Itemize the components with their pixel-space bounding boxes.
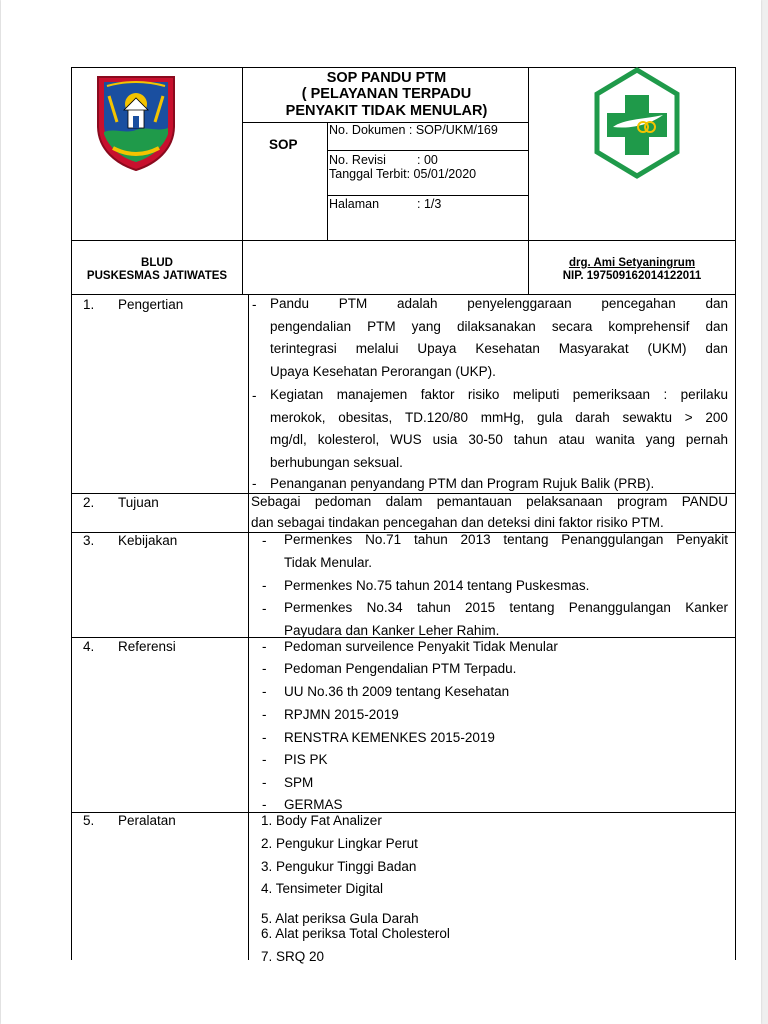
word: mg/dl, [270,432,307,447]
word: pencegahan [601,296,676,311]
section-3-number: 3. [83,533,95,548]
s1-p1-row-3 [270,338,728,361]
word: Permenkes [284,532,353,547]
word: tahun [413,532,448,547]
word: obesitas, [338,409,393,425]
doc-number-divider [327,150,528,151]
word: 200 [705,409,728,425]
word: pedoman [314,494,372,509]
header-divider [71,240,736,241]
word: Payudara dan Kanker Leher Rahim. [284,622,500,638]
word: perilaku [680,387,728,402]
word: Penyakit [676,532,728,547]
word: Penanggulangan [561,532,664,547]
s5-item-2: 2. Pengukur Lingkar Perut [261,836,418,851]
word: melalui [355,341,399,356]
word: WUS [390,432,422,447]
section-3-label: Kebijakan [118,533,178,548]
section-5-number: 5. [83,813,95,828]
document-title-line-3: PENYAKIT TIDAK MENULAR) [285,103,488,119]
word: > [684,409,693,425]
word: PTM [367,318,396,334]
signer-nip: NIP. 197509162014122011 [562,270,702,282]
s1-paragraph-1 [270,293,728,383]
word: risiko [467,387,500,402]
word: sewaktu [622,409,673,425]
s4-item-8: GERMAS [284,797,343,812]
word: pemeriksaan [572,387,651,402]
word: program [617,494,668,509]
word: pemantauan [436,494,512,509]
word: : [663,387,668,402]
s3-item-1 [284,529,728,574]
bullet-dash: - [262,533,267,548]
word: penyelenggaraan [467,296,572,311]
section-1-label: Pengertian [118,297,184,312]
section-1-number: 1. [83,297,95,312]
s3-item-2: Permenkes No.75 tahun 2014 tentang Puskesmas. [284,578,590,593]
section-2-number: 2. [83,495,95,510]
word: 2013 [460,532,491,547]
s3-i1-row-2 [284,552,728,575]
word: secara [551,318,593,334]
word: Sebagai [251,494,301,509]
table-border-right [735,67,736,960]
word: Tidak Menular. [284,554,373,570]
section-2-label: Tujuan [118,495,159,510]
word: No.34 [366,600,403,615]
word: tentang [503,532,549,547]
word: faktor [420,387,455,402]
page-label: Halaman [329,197,380,211]
header-col-divider-1 [242,67,243,294]
s1-paragraph-3: Penanganan penyandang PTM dan Program Rujuk Balik (PRB). [270,476,655,491]
s4-item-5: RENSTRA KEMENKES 2015-2019 [284,730,495,745]
s4-item-6: PIS PK [284,752,328,767]
bullet-dash: - [262,661,267,676]
word: Penanggulangan [568,600,671,615]
word: merokok, [270,409,326,425]
word: darah [575,409,610,425]
word: kolesterol, [317,432,380,447]
word: TD.120/80 [405,409,469,425]
word: Upaya [417,341,457,356]
word: yang [645,432,675,447]
bullet-dash: - [262,752,267,767]
page-value: : 1/3 [417,197,442,211]
s4-item-3: UU No.36 th 2009 tentang Kesehatan [284,684,510,699]
doc-number: No. Dokumen : SOP/UKM/169 [329,123,498,137]
bullet-dash: - [262,730,267,745]
word: (UKM) [647,341,687,356]
word: adalah [397,296,438,311]
word: dilaksanakan [456,318,536,334]
regency-seal-logo [95,74,177,172]
word: 2015 [465,600,496,615]
word: dan sebagai tindakan pencegahan dan deteksi dini faktor risiko PTM. [251,515,664,530]
s5-item-7: 7. SRQ 20 [261,949,325,964]
bullet-dash: - [252,388,257,403]
s1-p1-row-4 [270,361,728,384]
word: manajemen [336,387,408,402]
word: No.71 [365,532,402,547]
s5-item-4: 4. Tensimeter Digital [261,881,384,896]
s4-item-2: Pedoman Pengendalian PTM Terpadu. [284,661,517,676]
document-title-line-2: ( PELAYANAN TERPADU [301,86,472,102]
puskesmas-logo [593,67,681,179]
word: dan [705,341,728,356]
word: Kesehatan [475,341,540,356]
word: dan [705,296,728,311]
bullet-dash: - [262,684,267,699]
s2-paragraph [251,491,728,533]
section-5-label: Peralatan [118,813,176,828]
date-divider [327,195,528,196]
s3-i3-row-1 [284,597,728,620]
bullet-dash: - [262,707,267,722]
word: mmHg, [480,409,525,425]
s1-p1-row-1 [270,293,728,316]
bullet-dash: - [262,601,267,616]
s2-row-1 [251,491,728,512]
s1-p2-row-1 [270,384,728,407]
word: pengendalian [270,318,352,334]
s5-item-1: 1. Body Fat Analizer [261,813,382,828]
revision-value: : 00 [417,153,438,167]
bullet-dash: - [262,775,267,790]
word: komprehensif [608,318,690,334]
word: Kegiatan [270,387,324,402]
word: berhubungan seksual. [270,454,403,470]
s5-item-3: 3. Pengukur Tinggi Badan [261,859,417,874]
word: Kanker [685,600,728,615]
word: terintegrasi [270,341,337,356]
s5-item-5: 5. Alat periksa Gula Darah [261,911,419,926]
bullet-dash: - [262,797,267,812]
signer-name: drg. Ami Setyaningrum [568,257,696,269]
word: 30-50 [468,432,503,447]
word: atau [558,432,585,447]
revision-label: No. Revisi [329,153,386,167]
s5-item-6: 6. Alat periksa Total Cholesterol [261,926,450,941]
word: gula [537,409,563,425]
bullet-dash: - [262,578,267,593]
body-col-divider [248,294,249,960]
s1-p2-row-4 [270,452,728,475]
word: Upaya Kesehatan Perorangan (UKP). [270,363,496,379]
word: tentang [509,600,555,615]
word: Masyarakat [558,341,629,356]
s4-item-1: Pedoman surveilence Penyakit Tidak Menular [284,639,558,654]
s1-p2-row-2 [270,407,728,430]
word: dan [705,318,728,334]
word: tahun [513,432,548,447]
word: PANDU [681,494,728,509]
sop-label: SOP [269,137,298,152]
word: meliputi [512,387,560,402]
word: Pandu [270,296,310,311]
s4-item-7: SPM [284,775,314,790]
s1-paragraph-2 [270,384,728,474]
section-4-number: 4. [83,639,95,654]
word: pelaksanaan [526,494,603,509]
document-page [1,0,761,1024]
word: usia [432,432,458,447]
document-title-line-1: SOP PANDU PTM [326,70,447,86]
section-4-label: Referensi [118,639,176,654]
org-name-line-1: BLUD [141,257,173,269]
word: dalam [385,494,423,509]
word: yang [411,318,441,334]
word: pernah [685,432,728,447]
s3-item-3 [284,597,728,642]
table-border-left [71,67,72,960]
s1-p1-row-2 [270,316,728,339]
bullet-dash: - [252,476,257,491]
s3-i1-row-1 [284,529,728,552]
s1-p2-row-3 [270,429,728,452]
word: PTM [338,296,368,311]
sop-col-divider [327,122,328,240]
org-name-line-2: PUSKESMAS JATIWATES [86,270,228,282]
word: wanita [595,432,635,447]
word: Permenkes [284,600,353,615]
word: tahun [416,600,451,615]
s4-item-4: RPJMN 2015-2019 [284,707,399,722]
bullet-dash: - [252,297,257,312]
bullet-dash: - [262,639,267,654]
issue-date: Tanggal Terbit: 05/01/2020 [329,167,477,181]
